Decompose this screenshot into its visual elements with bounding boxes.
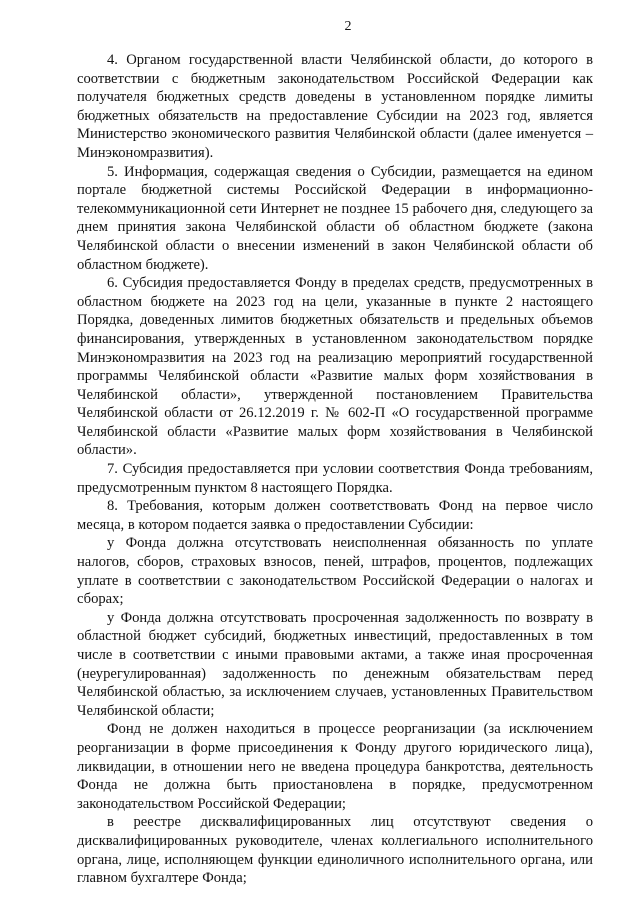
paragraph-8-requirements: 8. Требования, которым должен соответствовать Фонд на первое число месяца, в котором подается заявка о предоставлении Субсидии: — [77, 498, 593, 533]
paragraph-7-subsidy-condition: 7. Субсидия предоставляется при условии соответствия Фонда требованиям, предусмотренным пунктом 8 настоящего Порядка. — [77, 461, 593, 496]
page-number: 2 — [344, 19, 352, 34]
requirement-no-overdue-debt: у Фонда должна отсутствовать просроченная задолженность по возврату в областной бюджет субсидий, бюджетных инвестиций, предоставленных в том числе в соответствии с иными правовыми актами, а также иная просроченная (неурегулированная) задолженность по денежным обязательствам перед Челябинской областью, за исключением случаев, установленных Правительством Челябинской области; — [77, 609, 593, 719]
paragraph-4-budget-authority: 4. Органом государственной власти Челябинской области, до которого в соответствии с бюджетным законодательством Российской Федерации как получателя бюджетных средств доведены в установленном порядке лимиты бюджетных обязательств на предоставление Субсидии на 2023 год, является Министерство экономического развития Челябинской области (далее именуется – Минэкономразвития). — [77, 52, 593, 161]
paragraph-5-subsidy-information: 5. Информация, содержащая сведения о Субсидии, размещается на едином портале бюджетной системы Российской Федерации в информационно-телекоммуникационной сети Интернет не позднее 15 рабочего дня, следующего за днем принятия закона Челябинской области об областном бюджете (закона Челябинской области о внесении изменений в закон Челябинской области об областном бюджете). — [77, 163, 593, 273]
requirement-no-tax-debt: у Фонда должна отсутствовать неисполненная обязанность по уплате налогов, сборов, страховых взносов, пеней, штрафов, процентов, подлежащих уплате в соответствии с законодательством Российской Федерации о налогах и сборах; — [77, 535, 593, 608]
requirement-no-reorganization: Фонд не должен находиться в процессе реорганизации (за исключением реорганизации в форме присоединения к Фонду другого юридического лица), ликвидации, в отношении него не введена процедура банкротства, деятельность Фонда не должна быть приостановлена в порядке, предусмотренном законодательством Российской Федерации; — [77, 721, 593, 812]
requirement-no-disqualified-persons: в реестре дисквалифицированных лиц отсутствуют сведения о дисквалифицированных руководителе, членах коллегиального исполнительного органа, лице, исполняющем функции единоличного исполнительного органа, или главном бухгалтере Фонда; — [77, 814, 593, 887]
paragraph-6-subsidy-provision: 6. Субсидия предоставляется Фонду в пределах средств, предусмотренных в областном бюджете на 2023 год на цели, указанные в пункте 2 настоящего Порядка, доведенных лимитов бюджетных обязательств и предельных объемов финансирования, утвержденных в установленном законодательством порядке Минэкономразвития на 2023 год на реализацию мероприятий государственной программы Челябинской области «Развитие малых форм хозяйствования в Челябинской области», утвержденной постановлением Правительства Челябинской области от 26.12.2019 г. № 602-П «О государственной программе Челябинской области «Развитие малых форм хозяйствования в Челябинской области». — [77, 275, 593, 459]
